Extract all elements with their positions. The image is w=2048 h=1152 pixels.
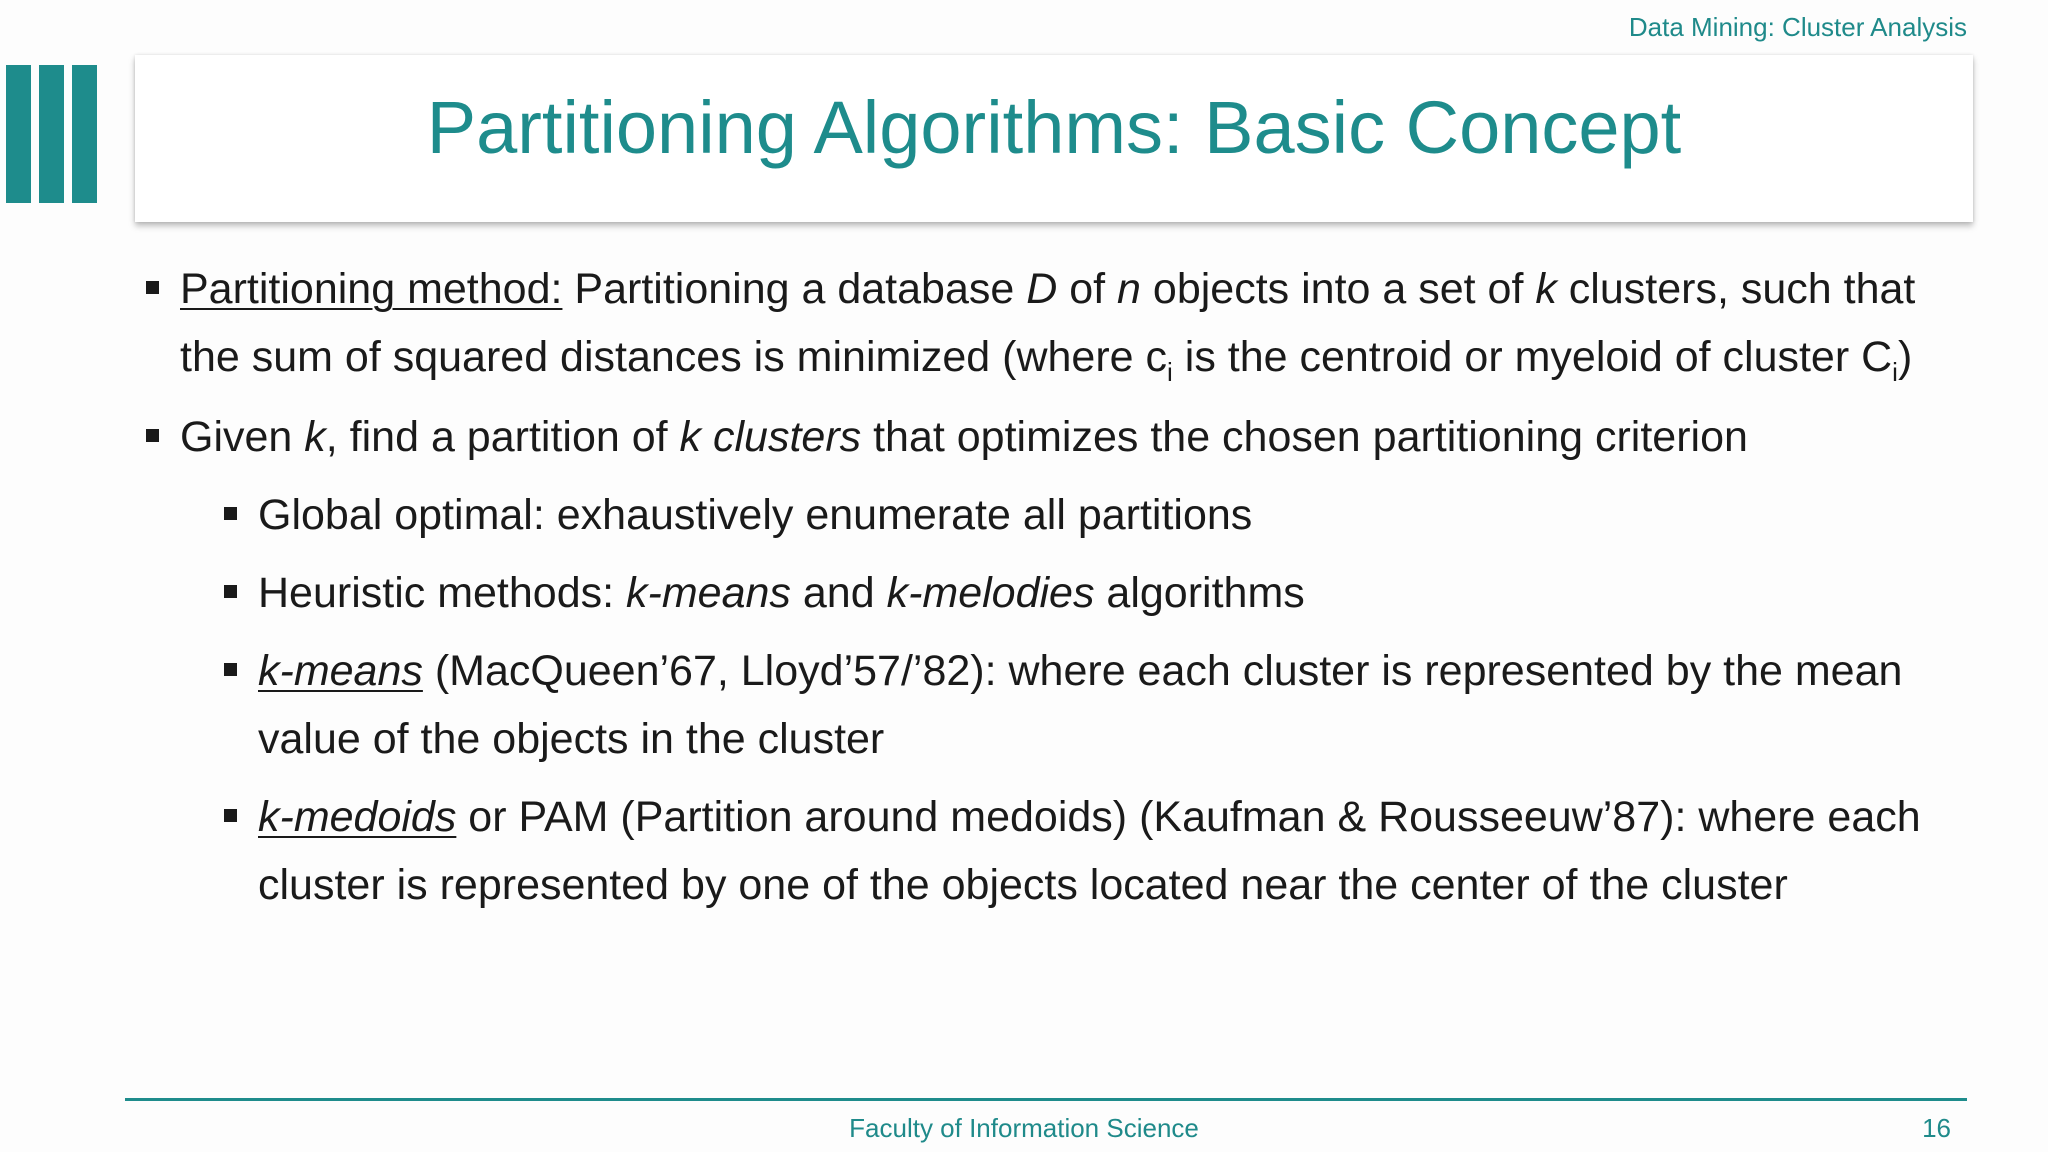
text: clusters, such that the sum of squared distances is minimized (where c [180, 265, 1916, 381]
text: is the centroid or myeloid of cluster C [1172, 333, 1893, 381]
slide-title: Partitioning Algorithms: Basic Concept [426, 86, 1682, 169]
side-bar [72, 65, 97, 203]
footer-divider [125, 1098, 1967, 1101]
page-number: 16 [1922, 1113, 1951, 1143]
side-bar [6, 65, 31, 203]
text: Given [180, 413, 305, 461]
var-k: k [1535, 265, 1557, 313]
text: Partitioning a database [562, 265, 1027, 313]
bullet-marker [146, 429, 159, 442]
bullet-marker [224, 507, 237, 520]
slide-content [142, 255, 1942, 919]
var-k: k [304, 413, 326, 461]
text: that optimizes the chosen partitioning criterion [861, 413, 1748, 461]
course-header: Data Mining: Cluster Analysis [1628, 12, 1967, 42]
text: Global optimal: exhaustively enumerate all partitions [258, 491, 1253, 539]
var-d: D [1026, 265, 1058, 313]
var-n: n [1117, 265, 1141, 313]
term-k-means: k-means [258, 647, 423, 695]
term-k-medoids: k-medoids [258, 793, 457, 841]
term-k-melodies: k-melodies [886, 569, 1095, 617]
footer-faculty: Faculty of Information Science [849, 1113, 1199, 1143]
bullet-marker [224, 663, 237, 676]
text: objects into a set of [1140, 265, 1536, 313]
subbullet-heuristic-methods [220, 559, 1942, 627]
side-bar [39, 65, 64, 203]
text: ) [1897, 333, 1913, 381]
text: (MacQueen’67, Lloyd’57/’82): where each cluster is represented by the mean value of the objects in the cluster [258, 647, 1903, 763]
text: , find a partition of [325, 413, 680, 461]
subscript: i [1167, 357, 1173, 387]
term-k-means: k-means [626, 569, 791, 617]
subbullet-k-medoids [220, 783, 1942, 919]
subscript: i [1892, 357, 1898, 387]
text: or PAM (Partition around medoids) (Kaufman & Rousseeuw’87): where each cluster is represented by one of the objects located near the center of the cluster [258, 793, 1921, 909]
text: Heuristic methods: [258, 569, 627, 617]
term-k-clusters: k clusters [679, 413, 862, 461]
subbullet-k-means [220, 637, 1942, 773]
bullet-marker [224, 809, 237, 822]
subbullet-global-optimal [220, 481, 1942, 549]
text: algorithms [1094, 569, 1305, 617]
term-label: Partitioning method: [180, 265, 563, 313]
text: of [1057, 265, 1118, 313]
bullet-partitioning-method [142, 255, 1942, 391]
side-bars-decoration [6, 65, 98, 203]
bullet-given-k [142, 403, 1942, 471]
bullet-marker [146, 281, 159, 294]
bullet-marker [224, 585, 237, 598]
text: and [790, 569, 887, 617]
title-box [135, 55, 1973, 222]
